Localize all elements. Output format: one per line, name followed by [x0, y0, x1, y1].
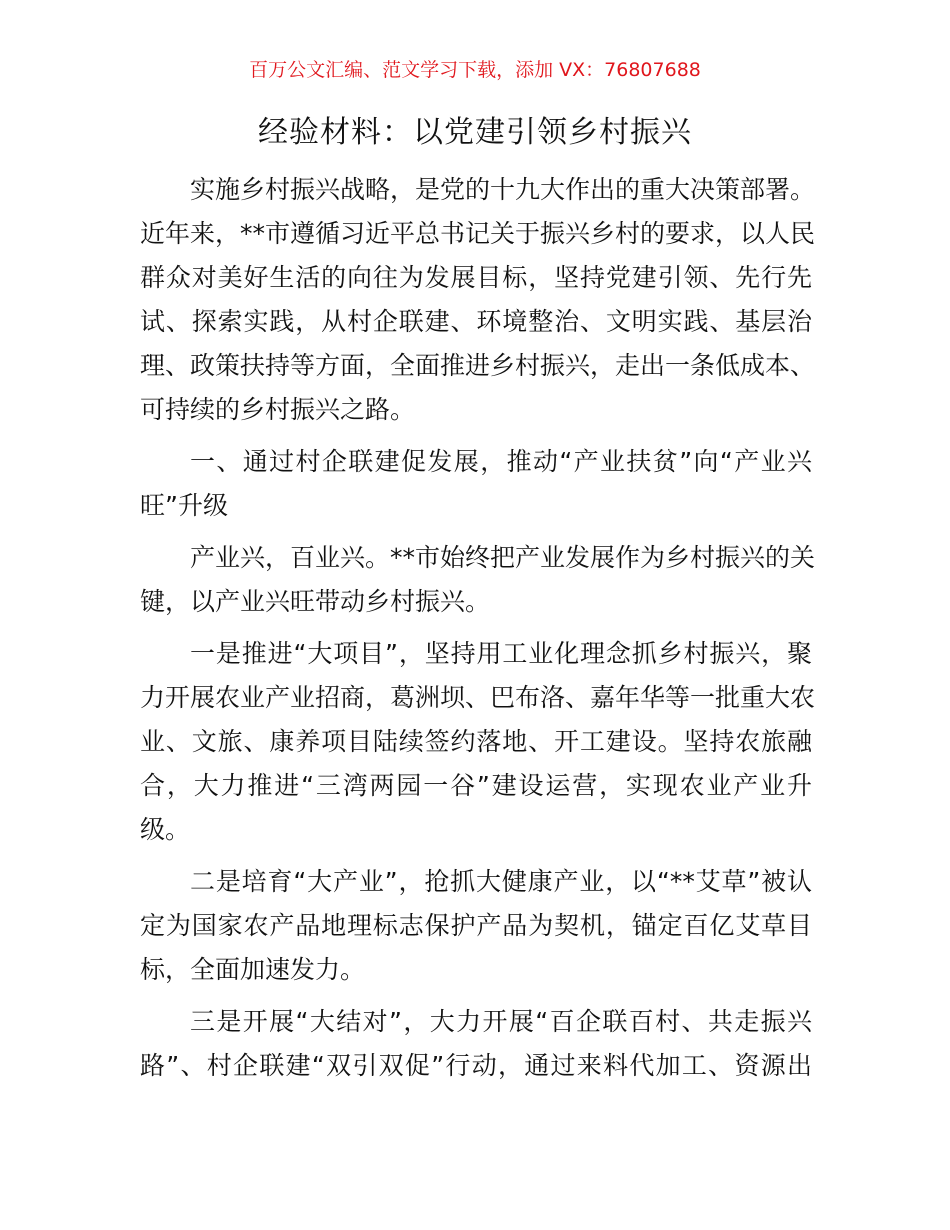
paragraph-line: 试、探索实践，从村企联建、环境整治、文明实践、基层治 — [140, 307, 812, 336]
paragraph-line: 理、政策扶持等方面，全面推进乡村振兴，走出一条低成本、 — [140, 351, 816, 380]
paragraph-line: 标，全面加速发力。 — [140, 955, 366, 984]
document-title: 经验材料：以党建引领乡村振兴 — [258, 115, 692, 150]
paragraph — [140, 440, 812, 528]
paragraph-line: 级。 — [140, 815, 191, 844]
paragraph — [140, 536, 816, 624]
paragraph-line: 实施乡村振兴战略，是党的十九大作出的重大决策部署。 — [190, 175, 816, 204]
paragraph-line: 一、通过村企联建促发展，推动“产业扶贫”向“产业兴 — [190, 447, 812, 476]
paragraph — [140, 632, 816, 852]
paragraph-line: 三是开展“大结对”，大力开展“百企联百村、共走振兴 — [190, 1007, 812, 1036]
paragraph-line: 路”、村企联建“双引双促”行动，通过来料代加工、资源出 — [140, 1051, 812, 1080]
paragraph-line: 定为国家农产品地理标志保护产品为契机，锚定百亿艾草目 — [140, 911, 812, 940]
paragraph-line: 业、文旅、康养项目陆续签约落地、开工建设。坚持农旅融 — [140, 727, 812, 756]
paragraph — [140, 860, 812, 992]
paragraph-line: 可持续的乡村振兴之路。 — [140, 395, 416, 424]
paragraph-line: 力开展农业产业招商，葛洲坝、巴布洛、嘉年华等一批重大农 — [140, 683, 816, 712]
watermark-header: 百万公文汇编、范文学习下载，添加 VX：76807688 — [249, 59, 701, 81]
paragraph-line: 二是培育“大产业”，抢抓大健康产业，以“**艾草”被认 — [190, 867, 812, 896]
paragraph-line: 群众对美好生活的向往为发展目标，坚持党建引领、先行先 — [140, 263, 812, 292]
paragraph — [140, 168, 816, 432]
paragraph-line: 产业兴，百业兴。**市始终把产业发展作为乡村振兴的关 — [190, 543, 816, 572]
paragraph-line: 旺”升级 — [140, 491, 228, 520]
paragraph-line: 近年来，**市遵循习近平总书记关于振兴乡村的要求，以人民 — [140, 219, 816, 248]
paragraph — [140, 1000, 812, 1088]
paragraph-line: 键，以产业兴旺带动乡村振兴。 — [140, 587, 491, 616]
document-body — [140, 168, 816, 1096]
paragraph-line: 一是推进“大项目”，坚持用工业化理念抓乡村振兴，聚 — [190, 639, 812, 668]
paragraph-line: 合，大力推进“三湾两园一谷”建设运营，实现农业产业升 — [140, 771, 812, 800]
